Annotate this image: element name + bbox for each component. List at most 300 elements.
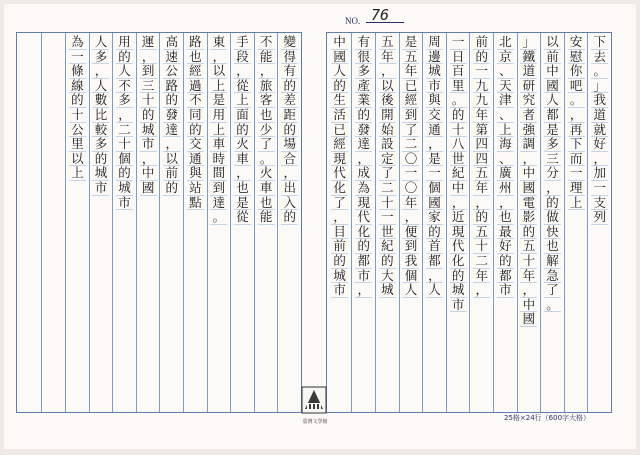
character-cell: 。 xyxy=(450,93,467,108)
character-cell: ， xyxy=(520,283,537,298)
manuscript-column xyxy=(564,33,588,412)
character-cell: 經 xyxy=(331,137,348,152)
character-cell: 高 xyxy=(163,35,180,50)
character-cell: 城 xyxy=(450,283,467,298)
character-cell: 的 xyxy=(473,50,490,65)
character-cell: 前 xyxy=(473,35,490,50)
character-cell: 。 xyxy=(210,210,227,225)
character-cell: 城 xyxy=(379,283,396,298)
character-cell: 多 xyxy=(116,93,133,108)
character-cell: 的 xyxy=(520,225,537,240)
character-cell: 以 xyxy=(69,152,86,167)
character-cell: 二 xyxy=(379,181,396,196)
character-cell: 化 xyxy=(355,225,372,240)
character-cell: 的 xyxy=(331,79,348,94)
character-cell: 車 xyxy=(258,181,275,196)
character-cell: 研 xyxy=(520,79,537,94)
character-cell: 代 xyxy=(450,239,467,254)
page-number-underline xyxy=(366,22,404,23)
character-cell: 也 xyxy=(187,50,204,65)
character-cell: 一 xyxy=(568,166,585,181)
character-cell: 出 xyxy=(281,181,298,196)
character-cell: 火 xyxy=(234,137,251,152)
character-cell: 的 xyxy=(234,123,251,138)
character-cell: 的 xyxy=(163,181,180,196)
character-cell: 的 xyxy=(281,210,298,225)
character-cell: 世 xyxy=(450,152,467,167)
manuscript-column xyxy=(89,33,113,412)
character-cell: 了 xyxy=(402,123,419,138)
character-cell: 經 xyxy=(402,93,419,108)
character-cell: 上 xyxy=(568,196,585,211)
character-cell: 一 xyxy=(450,35,467,50)
character-cell: 能 xyxy=(258,50,275,65)
character-cell: 的 xyxy=(355,239,372,254)
left-writing-grid xyxy=(16,32,302,413)
character-cell: 市 xyxy=(331,283,348,298)
character-cell: 四 xyxy=(473,137,490,152)
character-cell: 市 xyxy=(92,181,109,196)
manuscript-column xyxy=(446,33,470,412)
character-cell: 上 xyxy=(497,123,514,138)
character-cell: 安 xyxy=(568,35,585,50)
character-cell: 上 xyxy=(210,123,227,138)
character-cell: 到 xyxy=(402,108,419,123)
manuscript-column xyxy=(254,33,278,412)
character-cell: ， xyxy=(426,269,443,284)
character-cell: 廣 xyxy=(497,166,514,181)
character-cell: 的 xyxy=(69,93,86,108)
character-cell: 速 xyxy=(163,50,180,65)
character-cell: 十 xyxy=(450,123,467,138)
character-cell: 者 xyxy=(520,108,537,123)
character-cell: 不 xyxy=(187,93,204,108)
manuscript-column xyxy=(183,33,207,412)
character-cell: 與 xyxy=(426,93,443,108)
character-cell: ， xyxy=(355,152,372,167)
character-cell: ， xyxy=(544,181,561,196)
character-cell: 城 xyxy=(140,123,157,138)
character-cell: 支 xyxy=(591,196,608,211)
character-cell: 大 xyxy=(379,269,396,284)
character-cell: 的 xyxy=(544,196,561,211)
character-cell: 世 xyxy=(379,225,396,240)
character-cell: 的 xyxy=(426,225,443,240)
character-cell: 產 xyxy=(355,79,372,94)
character-cell: 客 xyxy=(258,93,275,108)
character-cell: 一 xyxy=(379,210,396,225)
character-cell: 是 xyxy=(234,196,251,211)
character-cell: 、 xyxy=(497,108,514,123)
character-cell: ， xyxy=(497,196,514,211)
character-cell: 站 xyxy=(187,181,204,196)
character-cell: 從 xyxy=(234,210,251,225)
character-cell: 三 xyxy=(544,152,561,167)
character-cell: 慰 xyxy=(568,50,585,65)
character-cell: ， xyxy=(450,196,467,211)
character-cell: 設 xyxy=(379,137,396,152)
character-cell: 距 xyxy=(281,108,298,123)
character-cell: 的 xyxy=(187,123,204,138)
character-cell: 好 xyxy=(497,239,514,254)
character-cell: 中 xyxy=(544,64,561,79)
character-cell: 十 xyxy=(379,196,396,211)
character-cell: 上 xyxy=(210,79,227,94)
character-cell: 上 xyxy=(69,166,86,181)
character-cell: 州 xyxy=(497,181,514,196)
character-cell: 也 xyxy=(497,210,514,225)
character-cell: 便 xyxy=(402,225,419,240)
character-cell: 吧 xyxy=(568,79,585,94)
character-cell: 一 xyxy=(473,64,490,79)
character-cell: ， xyxy=(140,50,157,65)
character-cell: 道 xyxy=(520,64,537,79)
character-cell: 也 xyxy=(258,196,275,211)
character-cell: 公 xyxy=(163,64,180,79)
character-cell: ， xyxy=(568,108,585,123)
character-cell: 中 xyxy=(520,298,537,313)
character-cell: 是 xyxy=(210,93,227,108)
character-cell: 我 xyxy=(591,93,608,108)
character-cell: 城 xyxy=(331,269,348,284)
character-cell: 海 xyxy=(497,137,514,152)
manuscript-column xyxy=(469,33,493,412)
character-cell: 百 xyxy=(450,64,467,79)
character-cell: 、 xyxy=(497,152,514,167)
character-cell: 快 xyxy=(544,225,561,240)
character-cell: 急 xyxy=(544,269,561,284)
character-cell: 達 xyxy=(355,137,372,152)
character-cell: 五 xyxy=(379,35,396,50)
character-cell: 年 xyxy=(473,181,490,196)
character-cell: 年 xyxy=(473,269,490,284)
character-cell: 中 xyxy=(450,181,467,196)
character-cell: 你 xyxy=(568,64,585,79)
character-cell: 邊 xyxy=(426,50,443,65)
character-cell: 前 xyxy=(544,50,561,65)
character-cell: 里 xyxy=(450,79,467,94)
character-cell: 市 xyxy=(497,283,514,298)
character-cell: ， xyxy=(426,137,443,152)
manuscript-column xyxy=(18,33,42,412)
character-cell: 列 xyxy=(591,210,608,225)
character-cell: 從 xyxy=(234,79,251,94)
manuscript-column xyxy=(207,33,231,412)
character-cell: 數 xyxy=(92,93,109,108)
character-cell: 的 xyxy=(116,50,133,65)
manuscript-column xyxy=(540,33,564,412)
character-cell: 是 xyxy=(426,152,443,167)
character-cell: 人 xyxy=(92,35,109,50)
character-cell: ， xyxy=(591,152,608,167)
character-cell: 現 xyxy=(450,225,467,240)
character-cell: 個 xyxy=(402,269,419,284)
character-cell: ， xyxy=(379,64,396,79)
character-cell: 車 xyxy=(210,137,227,152)
character-cell: 與 xyxy=(187,166,204,181)
character-cell: 中 xyxy=(140,166,157,181)
character-cell: 通 xyxy=(426,123,443,138)
character-cell: 差 xyxy=(281,93,298,108)
character-cell: 解 xyxy=(544,254,561,269)
character-cell: 是 xyxy=(402,35,419,50)
character-cell: 代 xyxy=(355,210,372,225)
character-cell: 有 xyxy=(355,35,372,50)
character-cell: 交 xyxy=(426,108,443,123)
character-cell: 好 xyxy=(591,137,608,152)
character-cell: 不 xyxy=(116,79,133,94)
character-cell: 、 xyxy=(497,64,514,79)
character-cell: 加 xyxy=(591,166,608,181)
character-cell: 〇 xyxy=(402,181,419,196)
character-cell: 中 xyxy=(331,35,348,50)
character-cell: 第 xyxy=(473,123,490,138)
character-cell: 〇 xyxy=(402,152,419,167)
character-cell: 多 xyxy=(92,137,109,152)
character-cell: 也 xyxy=(544,239,561,254)
character-cell: 人 xyxy=(426,283,443,298)
manuscript-column xyxy=(351,33,375,412)
character-cell: 了 xyxy=(544,283,561,298)
character-cell: 影 xyxy=(520,210,537,225)
character-cell: 市 xyxy=(355,269,372,284)
character-cell: 去 xyxy=(591,50,608,65)
character-cell: ， xyxy=(331,210,348,225)
character-cell: 車 xyxy=(234,152,251,167)
character-cell: 周 xyxy=(426,35,443,50)
character-cell: ， xyxy=(234,166,251,181)
character-cell: 四 xyxy=(473,152,490,167)
character-cell: 已 xyxy=(331,123,348,138)
character-cell: 變 xyxy=(281,35,298,50)
character-cell: 火 xyxy=(258,166,275,181)
character-cell: 國 xyxy=(544,79,561,94)
character-cell: 十 xyxy=(69,108,86,123)
character-cell: 城 xyxy=(116,181,133,196)
character-cell: 有 xyxy=(281,64,298,79)
character-cell: 年 xyxy=(379,50,396,65)
character-cell: 的 xyxy=(355,108,372,123)
character-cell: 上 xyxy=(234,93,251,108)
character-cell: 五 xyxy=(473,225,490,240)
character-cell: 現 xyxy=(355,196,372,211)
character-cell: 國 xyxy=(140,181,157,196)
character-cell: 年 xyxy=(402,196,419,211)
character-cell: ， xyxy=(234,64,251,79)
character-cell: 城 xyxy=(426,64,443,79)
character-cell: 九 xyxy=(473,93,490,108)
character-cell: 前 xyxy=(163,166,180,181)
character-cell: 十 xyxy=(473,239,490,254)
character-cell: 旅 xyxy=(258,79,275,94)
character-cell: 現 xyxy=(331,152,348,167)
character-cell: 的 xyxy=(281,123,298,138)
manuscript-column xyxy=(422,33,446,412)
page-number: 76 xyxy=(371,6,390,24)
character-cell: 個 xyxy=(426,181,443,196)
character-cell: 時 xyxy=(210,152,227,167)
character-cell: 線 xyxy=(69,79,86,94)
character-cell: 人 xyxy=(92,79,109,94)
character-cell: 而 xyxy=(568,152,585,167)
character-cell: 了 xyxy=(379,166,396,181)
character-cell: 個 xyxy=(116,152,133,167)
character-cell: ， xyxy=(210,50,227,65)
character-cell: 一 xyxy=(402,166,419,181)
character-cell: 里 xyxy=(69,137,86,152)
character-cell: 入 xyxy=(281,196,298,211)
character-cell: 的 xyxy=(473,210,490,225)
character-cell: 的 xyxy=(281,79,298,94)
character-cell: 中 xyxy=(520,166,537,181)
character-cell: 。 xyxy=(568,93,585,108)
character-cell: 二 xyxy=(116,123,133,138)
character-cell: 市 xyxy=(450,298,467,313)
character-cell: ， xyxy=(163,137,180,152)
character-cell: 」 xyxy=(591,79,608,94)
character-cell: 市 xyxy=(140,137,157,152)
character-cell: 到 xyxy=(140,64,157,79)
character-cell: 多 xyxy=(355,64,372,79)
character-cell: 路 xyxy=(163,79,180,94)
character-cell: 以 xyxy=(210,64,227,79)
character-cell: 路 xyxy=(187,35,204,50)
character-cell: 的 xyxy=(140,108,157,123)
character-cell: 城 xyxy=(92,166,109,181)
character-cell: 以 xyxy=(163,152,180,167)
character-cell: 發 xyxy=(355,123,372,138)
character-cell: 比 xyxy=(92,108,109,123)
character-cell: 同 xyxy=(187,108,204,123)
character-cell: 化 xyxy=(331,181,348,196)
character-cell: 開 xyxy=(379,108,396,123)
character-cell: 用 xyxy=(116,35,133,50)
character-cell: 點 xyxy=(187,196,204,211)
character-cell: 代 xyxy=(331,166,348,181)
character-cell: 成 xyxy=(355,166,372,181)
character-cell: 了 xyxy=(258,137,275,152)
character-cell: 就 xyxy=(591,123,608,138)
character-cell: 年 xyxy=(402,64,419,79)
character-cell: 首 xyxy=(426,239,443,254)
character-cell: 的 xyxy=(116,166,133,181)
character-cell: 九 xyxy=(473,79,490,94)
character-cell: 較 xyxy=(92,123,109,138)
character-cell: 人 xyxy=(544,93,561,108)
character-cell: 以 xyxy=(544,35,561,50)
character-cell: ， xyxy=(140,152,157,167)
character-cell: 近 xyxy=(450,210,467,225)
character-cell: 。 xyxy=(591,64,608,79)
character-cell: 國 xyxy=(331,50,348,65)
character-cell: 調 xyxy=(520,137,537,152)
character-cell: 的 xyxy=(497,254,514,269)
character-cell: 運 xyxy=(140,35,157,50)
character-cell: 北 xyxy=(497,35,514,50)
character-cell: 達 xyxy=(163,123,180,138)
character-cell: 日 xyxy=(450,50,467,65)
character-cell: 年 xyxy=(473,108,490,123)
character-cell: 最 xyxy=(497,225,514,240)
character-cell: ， xyxy=(355,283,372,298)
character-cell: 下 xyxy=(591,35,608,50)
character-cell: 三 xyxy=(140,79,157,94)
character-cell: 下 xyxy=(568,137,585,152)
character-cell: 一 xyxy=(591,181,608,196)
character-cell: 紀 xyxy=(450,166,467,181)
character-cell: 不 xyxy=(258,35,275,50)
character-cell: 是 xyxy=(544,123,561,138)
character-cell: 一 xyxy=(426,166,443,181)
character-cell: 家 xyxy=(426,210,443,225)
character-cell: 用 xyxy=(210,108,227,123)
character-cell: 了 xyxy=(331,196,348,211)
manuscript-column xyxy=(230,33,254,412)
character-cell: ， xyxy=(92,64,109,79)
character-cell: 我 xyxy=(402,254,419,269)
character-cell: 得 xyxy=(281,50,298,65)
character-cell: 。 xyxy=(258,152,275,167)
character-cell: 生 xyxy=(331,93,348,108)
library-logo-caption: 臺灣文學館 xyxy=(302,419,328,425)
character-cell: 活 xyxy=(331,108,348,123)
character-cell: 已 xyxy=(402,79,419,94)
manuscript-column xyxy=(493,33,517,412)
character-cell: ， xyxy=(520,152,537,167)
character-cell: ， xyxy=(473,196,490,211)
character-cell: 二 xyxy=(402,137,419,152)
character-cell: 國 xyxy=(426,196,443,211)
character-cell: 間 xyxy=(210,166,227,181)
character-cell: 二 xyxy=(473,254,490,269)
character-cell: 為 xyxy=(355,181,372,196)
manuscript-column xyxy=(375,33,399,412)
character-cell: 鐵 xyxy=(520,50,537,65)
character-cell: 多 xyxy=(544,137,561,152)
character-cell: 市 xyxy=(426,79,443,94)
character-cell: 強 xyxy=(520,123,537,138)
manuscript-column xyxy=(159,33,183,412)
character-cell: 段 xyxy=(234,50,251,65)
character-cell: ， xyxy=(258,64,275,79)
character-cell: 」 xyxy=(520,35,537,50)
character-cell: 東 xyxy=(210,35,227,50)
character-cell: 到 xyxy=(210,181,227,196)
character-cell: 化 xyxy=(450,254,467,269)
manuscript-column xyxy=(277,33,301,412)
character-cell: 京 xyxy=(497,50,514,65)
character-cell: 達 xyxy=(210,196,227,211)
character-cell: 做 xyxy=(544,210,561,225)
character-cell: 業 xyxy=(355,93,372,108)
character-cell: 前 xyxy=(331,239,348,254)
right-writing-grid xyxy=(326,32,612,413)
character-cell: 人 xyxy=(402,283,419,298)
character-cell: 市 xyxy=(116,196,133,211)
character-cell: 少 xyxy=(258,123,275,138)
character-cell: 的 xyxy=(450,269,467,284)
character-cell: 道 xyxy=(591,108,608,123)
character-cell: 都 xyxy=(426,254,443,269)
character-cell: 的 xyxy=(450,108,467,123)
character-cell: 。 xyxy=(544,298,561,313)
character-cell: 條 xyxy=(69,64,86,79)
character-cell: 十 xyxy=(520,254,537,269)
character-cell: 人 xyxy=(116,64,133,79)
character-cell: 很 xyxy=(355,50,372,65)
character-cell: 的 xyxy=(331,254,348,269)
character-cell: 十 xyxy=(116,137,133,152)
